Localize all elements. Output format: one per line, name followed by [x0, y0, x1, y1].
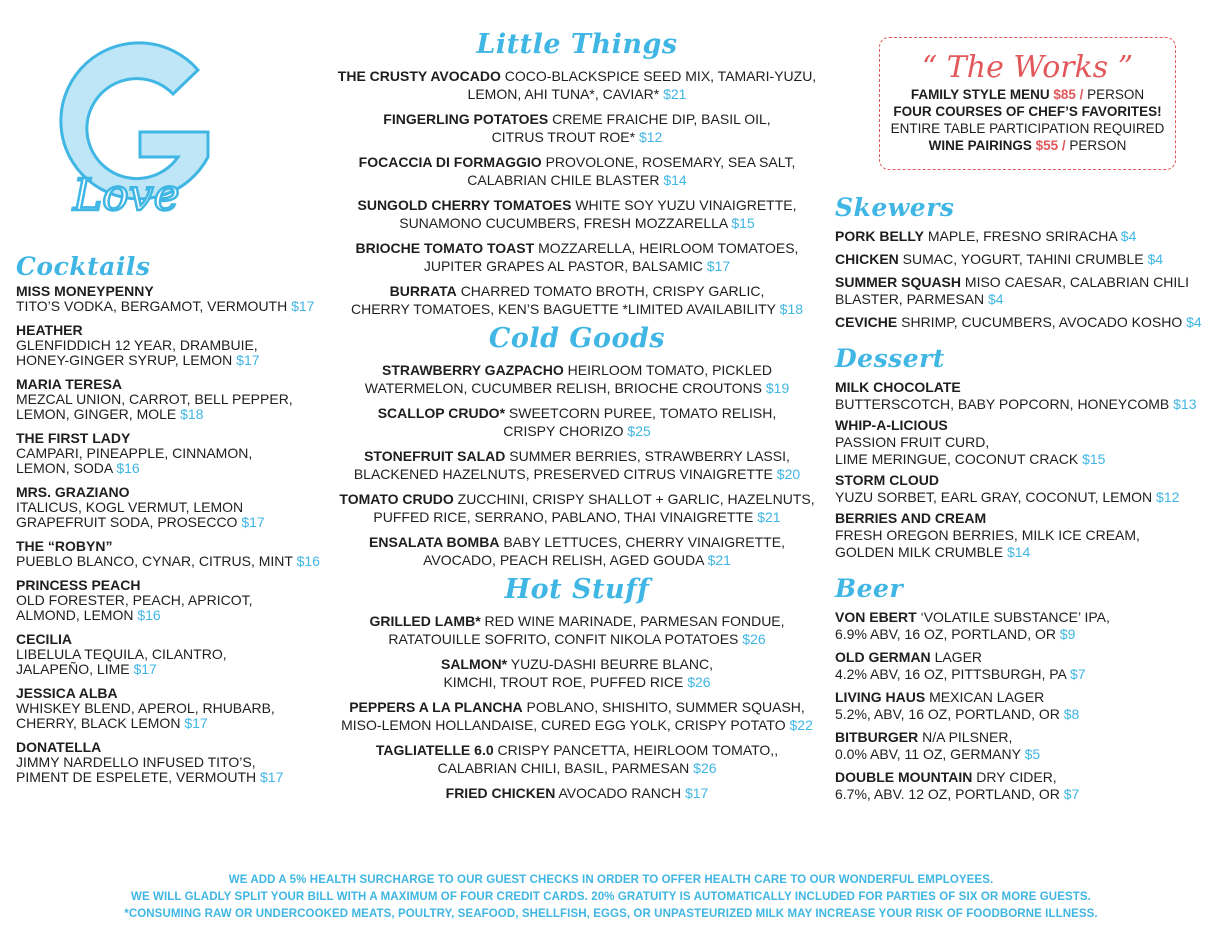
- price: $18: [779, 300, 804, 317]
- dessert-desc-line: LIME MERINGUE, COCONUT CRACK: [835, 451, 1079, 467]
- price: $4: [988, 291, 1004, 307]
- item-desc-line2: BLASTER, PARMESAN: [835, 291, 985, 307]
- item-desc: MEXICAN LAGER: [929, 689, 1045, 705]
- price: $25: [627, 422, 651, 439]
- list-item: [16, 632, 331, 677]
- item-desc-line2: WATERMELON, CUCUMBER RELISH, BRIOCHE CROUTONS: [364, 379, 762, 396]
- dessert-desc: [835, 489, 1215, 506]
- list-item: [332, 68, 822, 103]
- item-desc-line2: 6.7%, ABV. 12 OZ, PORTLAND, OR: [835, 786, 1060, 802]
- item-desc-line2: KIMCHI, TROUT ROE, PUFFED RICE: [443, 673, 684, 690]
- cocktails-list: [16, 284, 331, 785]
- list-item: [16, 686, 331, 731]
- list-item: [332, 785, 822, 803]
- cocktail-name: DONATELLA: [16, 739, 102, 755]
- list-item: [835, 314, 1215, 331]
- price: $19: [765, 379, 790, 396]
- price: $21: [707, 551, 731, 568]
- cocktails-title: Cocktails: [16, 252, 151, 281]
- cocktail-desc-line: LIBELULA TEQUILA, CILANTRO,: [16, 646, 227, 662]
- item-name: FOCACCIA DI FORMAGGIO: [358, 154, 542, 170]
- list-item: [835, 649, 1215, 683]
- footer-health-warning: *CONSUMING RAW OR UNDERCOOKED MEATS, POULTRY, SEAFOOD, SHELLFISH, EGGS, OR UNPASTEURIZED MILK MAY INCREASE YOUR RISK OF FOODBORNE ILLNESS.: [124, 908, 1098, 920]
- item-desc-line2: CRISPY CHORIZO: [503, 422, 624, 439]
- item-name: BRIOCHE TOMATO TOAST: [355, 240, 535, 256]
- price: $14: [1006, 544, 1031, 560]
- cocktail-desc-line: WHISKEY BLEND, APEROL, RHUBARB,: [16, 700, 275, 716]
- dessert-desc: [835, 527, 1215, 561]
- skewers-list: [835, 228, 1215, 331]
- item-desc-line2: CITRUS TROUT ROE*: [491, 128, 636, 145]
- price: $17: [706, 257, 731, 274]
- item-desc-line2: 4.2% ABV, 16 OZ, PITTSBURGH, PA: [835, 666, 1067, 682]
- item-desc-line2: JUPITER GRAPES AL PASTOR, BALSAMIC: [423, 257, 703, 274]
- dessert-desc-line: FRESH OREGON BERRIES, MILK ICE CREAM,: [835, 527, 1140, 543]
- item-desc-line2: MISO-LEMON HOLLANDAISE, CURED EGG YOLK, CRISPY POTATO: [341, 716, 786, 733]
- cocktail-name: PRINCESS PEACH: [16, 577, 141, 593]
- item-desc: SUMMER BERRIES, STRAWBERRY LASSI,: [509, 448, 790, 464]
- price: $15: [731, 214, 755, 231]
- cocktail-name: MARIA TERESA: [16, 376, 123, 392]
- footer-surcharge: WE ADD A 5% HEALTH SURCHARGE TO OUR GUEST CHECKS IN ORDER TO OFFER HEALTH CARE TO OUR WONDERFUL EMPLOYEES.: [228, 874, 994, 886]
- price: $4: [1186, 314, 1202, 330]
- list-item: [16, 323, 331, 368]
- item-name: VON EBERT: [835, 609, 917, 625]
- cocktail-desc-line: PIMENT DE ESPELETE, VERMOUTH: [16, 769, 257, 785]
- item-name: FRIED CHICKEN: [445, 785, 556, 801]
- list-item: [332, 534, 822, 569]
- item-desc-line2: CHERRY TOMATOES, KEN’S BAGUETTE *LIMITED AVAILABILITY: [350, 300, 776, 317]
- item-name: BITBURGER: [835, 729, 919, 745]
- footer-notes: [0, 872, 1222, 923]
- item-desc: SUMAC, YOGURT, TAHINI CRUMBLE: [902, 251, 1144, 267]
- cocktail-desc: [16, 755, 331, 785]
- item-name: SALMON*: [440, 656, 508, 672]
- cocktail-desc-line: ITALICUS, KOGL VERMUT, LEMON: [16, 499, 244, 515]
- little-things-section: [332, 28, 822, 318]
- price: $12: [1156, 489, 1180, 505]
- works-participation: ENTIRE TABLE PARTICIPATION REQUIRED: [890, 121, 1165, 136]
- list-item: [16, 377, 331, 422]
- price: $20: [776, 465, 801, 482]
- dessert-section: [835, 343, 1215, 561]
- list-item: [332, 699, 822, 734]
- beer-title: Beer: [835, 574, 904, 603]
- price: $13: [1173, 396, 1197, 412]
- cocktail-desc: [16, 338, 331, 368]
- price: $7: [1069, 666, 1086, 682]
- item-name: OLD GERMAN: [835, 649, 931, 665]
- price: $5: [1024, 746, 1041, 762]
- item-desc: ‘VOLATILE SUBSTANCE’ IPA,: [920, 609, 1110, 625]
- price: $26: [687, 673, 711, 690]
- cocktail-desc-line: JIMMY NARDELLO INFUSED TITO’S,: [16, 754, 256, 770]
- price: $21: [757, 508, 781, 525]
- list-item: [835, 729, 1215, 763]
- item-name: CHICKEN: [835, 251, 899, 267]
- list-item: [835, 379, 1215, 413]
- item-desc: HEIRLOOM TOMATO, PICKLED: [567, 362, 772, 378]
- dessert-desc-line: YUZU SORBET, EARL GRAY, COCONUT, LEMON: [835, 489, 1153, 505]
- list-item: [16, 284, 331, 314]
- cocktail-name: HEATHER: [16, 322, 83, 338]
- works-wine: [880, 137, 1175, 154]
- item-desc: N/A PILSNER,: [922, 729, 1013, 745]
- item-desc: PROVOLONE, ROSEMARY, SEA SALT,: [545, 154, 796, 170]
- item-desc: MISO CAESAR, CALABRIAN CHILI: [964, 274, 1189, 290]
- dessert-desc-line: GOLDEN MILK CRUMBLE: [835, 544, 1004, 560]
- item-name: ENSALATA BOMBA: [369, 534, 500, 550]
- item-name: SUNGOLD CHERRY TOMATOES: [357, 197, 572, 213]
- item-name: PORK BELLY: [835, 228, 924, 244]
- price: $22: [789, 716, 813, 733]
- list-item: [332, 197, 822, 232]
- cocktail-desc-line: CAMPARI, PINEAPPLE, CINNAMON,: [16, 445, 253, 461]
- list-item: [332, 491, 822, 526]
- cocktail-desc-line: TITO’S VODKA, BERGAMOT, VERMOUTH: [16, 298, 288, 314]
- list-item: [835, 472, 1215, 506]
- item-desc: CHARRED TOMATO BROTH, CRISPY GARLIC,: [460, 283, 765, 299]
- right-column: [835, 192, 1215, 815]
- item-desc-line2: AVOCADO, PEACH RELISH, AGED GOUDA: [423, 551, 704, 568]
- item-name: STONEFRUIT SALAD: [364, 448, 506, 464]
- hot-stuff-title: Hot Stuff: [504, 574, 650, 605]
- price: $12: [638, 128, 663, 145]
- works-family-price: $85 /: [1053, 87, 1084, 102]
- dessert-name: BERRIES AND CREAM: [835, 510, 987, 526]
- list-item: [332, 362, 822, 397]
- hot-stuff-section: [332, 573, 822, 803]
- item-desc-line2: LEMON, AHI TUNA*, CAVIAR*: [467, 85, 660, 102]
- price: $17: [236, 352, 260, 368]
- skewers-section: [835, 192, 1215, 331]
- item-desc: SHRIMP, CUCUMBERS, AVOCADO KOSHO: [901, 314, 1183, 330]
- food-menu-column: [332, 28, 822, 807]
- little-things-title: Little Things: [476, 29, 678, 60]
- item-name: BURRATA: [389, 283, 457, 299]
- cocktail-desc-line: CHERRY, BLACK LEMON: [16, 715, 181, 731]
- works-wine-unit: PERSON: [1069, 138, 1127, 153]
- cocktail-desc-line: JALAPEÑO, LIME: [16, 661, 130, 677]
- price: $4: [1120, 228, 1137, 244]
- dessert-name: MILK CHOCOLATE: [835, 379, 961, 395]
- price: $16: [296, 553, 320, 569]
- item-name: DOUBLE MOUNTAIN: [835, 769, 973, 785]
- list-item: [16, 431, 331, 476]
- price: $26: [742, 630, 766, 647]
- dessert-desc: [835, 396, 1215, 413]
- cocktail-desc: [16, 647, 331, 677]
- cocktail-desc: [16, 299, 331, 314]
- item-desc: YUZU-DASHI BEURRE BLANC,: [510, 656, 714, 672]
- cocktail-desc: [16, 446, 331, 476]
- list-item: [16, 578, 331, 623]
- list-item: [332, 613, 822, 648]
- list-item: [332, 448, 822, 483]
- item-name: SCALLOP CRUDO*: [377, 405, 506, 421]
- price: $9: [1059, 626, 1076, 642]
- dessert-name: STORM CLOUD: [835, 472, 939, 488]
- item-desc: ZUCCHINI, CRISPY SHALLOT + GARLIC, HAZELNUTS,: [457, 491, 815, 507]
- item-desc: CRISPY PANCETTA, HEIRLOOM TOMATO,,: [497, 742, 779, 758]
- list-item: [332, 405, 822, 440]
- price: $17: [684, 785, 709, 801]
- item-desc-line2: 0.0% ABV, 11 OZ, GERMANY: [835, 746, 1021, 762]
- dessert-list: [835, 379, 1215, 561]
- price: $17: [260, 769, 284, 785]
- works-family-style: [880, 86, 1175, 103]
- list-item: [332, 283, 822, 318]
- price: $17: [291, 298, 315, 314]
- price: $18: [180, 406, 204, 422]
- item-desc-line2: PUFFED RICE, SERRANO, PABLANO, THAI VINAIGRETTE: [373, 508, 754, 525]
- cocktail-desc: [16, 554, 331, 569]
- item-desc-line2: RATATOUILLE SOFRITO, CONFIT NIKOLA POTATOES: [388, 630, 739, 647]
- dessert-desc-line: BUTTERSCOTCH, BABY POPCORN, HONEYCOMB: [835, 396, 1170, 412]
- item-name: LIVING HAUS: [835, 689, 926, 705]
- cocktail-desc: [16, 701, 331, 731]
- item-desc: WHITE SOY YUZU VINAIGRETTE,: [575, 197, 797, 213]
- cocktail-desc-line: PUEBLO BLANCO, CYNAR, CITRUS, MINT: [16, 553, 293, 569]
- list-item: [332, 656, 822, 691]
- hot-stuff-list: [332, 613, 822, 803]
- beer-section: [835, 573, 1215, 803]
- cocktail-desc-line: LEMON, SODA: [16, 460, 113, 476]
- works-wine-price: $55 /: [1035, 138, 1066, 153]
- item-name: STRAWBERRY GAZPACHO: [382, 362, 564, 378]
- cocktail-name: MRS. GRAZIANO: [16, 484, 130, 500]
- item-name: TAGLIATELLE 6.0: [375, 742, 494, 758]
- skewers-title: Skewers: [835, 193, 955, 222]
- price: $17: [241, 514, 265, 530]
- the-works-box: [879, 37, 1176, 170]
- item-desc-line2: 5.2%, ABV, 16 OZ, PORTLAND, OR: [835, 706, 1060, 722]
- price: $26: [693, 759, 717, 776]
- price: $14: [663, 171, 687, 188]
- footer-split-bill: WE WILL GLADLY SPLIT YOUR BILL WITH A MAXIMUM OF FOUR CREDIT CARDS. 20% GRATUITY IS AUTOMATICALLY INCLUDED FOR PARTIES OF SIX OR MORE GUESTS.: [131, 891, 1091, 903]
- list-item: [332, 742, 822, 777]
- cocktail-desc-line: ALMOND, LEMON: [16, 607, 134, 623]
- works-wine-label: WINE PAIRINGS: [928, 138, 1032, 153]
- little-things-list: [332, 68, 822, 318]
- beer-list: [835, 609, 1215, 803]
- item-name: SUMMER SQUASH: [835, 274, 962, 290]
- list-item: [332, 154, 822, 189]
- item-name: TOMATO CRUDO: [339, 491, 454, 507]
- price: $15: [1082, 451, 1106, 467]
- cocktail-desc: [16, 500, 331, 530]
- list-item: [16, 485, 331, 530]
- item-desc: MOZZARELLA, HEIRLOOM TOMATOES,: [538, 240, 799, 256]
- item-name: GRILLED LAMB*: [369, 613, 481, 629]
- price: $16: [116, 460, 140, 476]
- item-desc: BABY LETTUCES, CHERRY VINAIGRETTE,: [503, 534, 785, 550]
- list-item: [332, 240, 822, 275]
- list-item: [16, 539, 331, 569]
- cocktail-desc: [16, 392, 331, 422]
- item-desc-line2: BLACKENED HAZELNUTS, PRESERVED CITRUS VINAIGRETTE: [353, 465, 773, 482]
- list-item: [835, 274, 1215, 308]
- cocktail-name: JESSICA ALBA: [16, 685, 118, 701]
- price: $17: [184, 715, 208, 731]
- cocktail-desc: [16, 593, 331, 623]
- cold-goods-list: [332, 362, 822, 569]
- item-desc: AVOCADO RANCH: [558, 785, 682, 801]
- cocktail-desc-line: GLENFIDDICH 12 YEAR, DRAMBUIE,: [16, 337, 258, 353]
- item-name: FINGERLING POTATOES: [383, 111, 549, 127]
- list-item: [835, 251, 1215, 268]
- cocktails-section: [16, 252, 331, 785]
- list-item: [835, 417, 1215, 468]
- cocktail-desc-line: LEMON, GINGER, MOLE: [16, 406, 177, 422]
- price: $8: [1063, 706, 1080, 722]
- price: $21: [663, 85, 687, 102]
- works-family-unit: PERSON: [1087, 87, 1145, 102]
- price: $16: [137, 607, 161, 623]
- list-item: [835, 689, 1215, 723]
- cocktail-name: THE “ROBYN”: [16, 538, 113, 554]
- item-desc: POBLANO, SHISHITO, SUMMER SQUASH,: [526, 699, 805, 715]
- price: $17: [133, 661, 157, 677]
- item-desc: CREME FRAICHE DIP, BASIL OIL,: [552, 111, 771, 127]
- cold-goods-section: [332, 322, 822, 569]
- item-desc-line2: 6.9% ABV, 16 OZ, PORTLAND, OR: [835, 626, 1056, 642]
- cocktail-desc-line: MEZCAL UNION, CARROT, BELL PEPPER,: [16, 391, 293, 407]
- logo-word: Love: [73, 170, 180, 221]
- list-item: [835, 510, 1215, 561]
- cocktail-name: MISS MONEYPENNY: [16, 283, 154, 299]
- cocktail-desc-line: OLD FORESTER, PEACH, APRICOT,: [16, 592, 253, 608]
- item-desc-line2: CALABRIAN CHILE BLASTER: [467, 171, 660, 188]
- the-works-title: “ The Works ”: [921, 50, 1134, 85]
- item-name: CEVICHE: [835, 314, 898, 330]
- cocktail-desc-line: HONEY-GINGER SYRUP, LEMON: [16, 352, 233, 368]
- item-desc-line2: CALABRIAN CHILI, BASIL, PARMESAN: [437, 759, 690, 776]
- list-item: [835, 228, 1215, 245]
- item-name: THE CRUSTY AVOCADO: [337, 68, 501, 84]
- list-item: [16, 740, 331, 785]
- item-desc-line2: SUNAMONO CUCUMBERS, FRESH MOZZARELLA: [399, 214, 728, 231]
- dessert-desc: [835, 434, 1215, 468]
- works-courses: FOUR COURSES OF CHEF’S FAVORITES!: [893, 104, 1162, 119]
- g-love-logo-icon: [28, 22, 233, 232]
- list-item: [835, 609, 1215, 643]
- item-desc: DRY CIDER,: [976, 769, 1057, 785]
- item-desc: MAPLE, FRESNO SRIRACHA: [927, 228, 1117, 244]
- item-desc: RED WINE MARINADE, PARMESAN FONDUE,: [484, 613, 785, 629]
- price: $7: [1063, 786, 1080, 802]
- item-desc: COCO-BLACKSPICE SEED MIX, TAMARI-YUZU,: [504, 68, 817, 84]
- works-family-label: FAMILY STYLE MENU: [910, 87, 1050, 102]
- item-desc: LAGER: [934, 649, 983, 665]
- item-desc: SWEETCORN PUREE, TOMATO RELISH,: [508, 405, 777, 421]
- list-item: [332, 111, 822, 146]
- item-name: PEPPERS A LA PLANCHA: [349, 699, 523, 715]
- cold-goods-title: Cold Goods: [488, 323, 666, 354]
- cocktail-name: THE FIRST LADY: [16, 430, 131, 446]
- cocktail-desc-line: GRAPEFRUIT SODA, PROSECCO: [16, 514, 238, 530]
- dessert-name: WHIP-A-LICIOUS: [835, 417, 948, 433]
- dessert-title: Dessert: [835, 344, 945, 373]
- price: $4: [1147, 251, 1164, 267]
- dessert-desc-line: PASSION FRUIT CURD,: [835, 434, 990, 450]
- cocktail-name: CECILIA: [16, 631, 72, 647]
- list-item: [835, 769, 1215, 803]
